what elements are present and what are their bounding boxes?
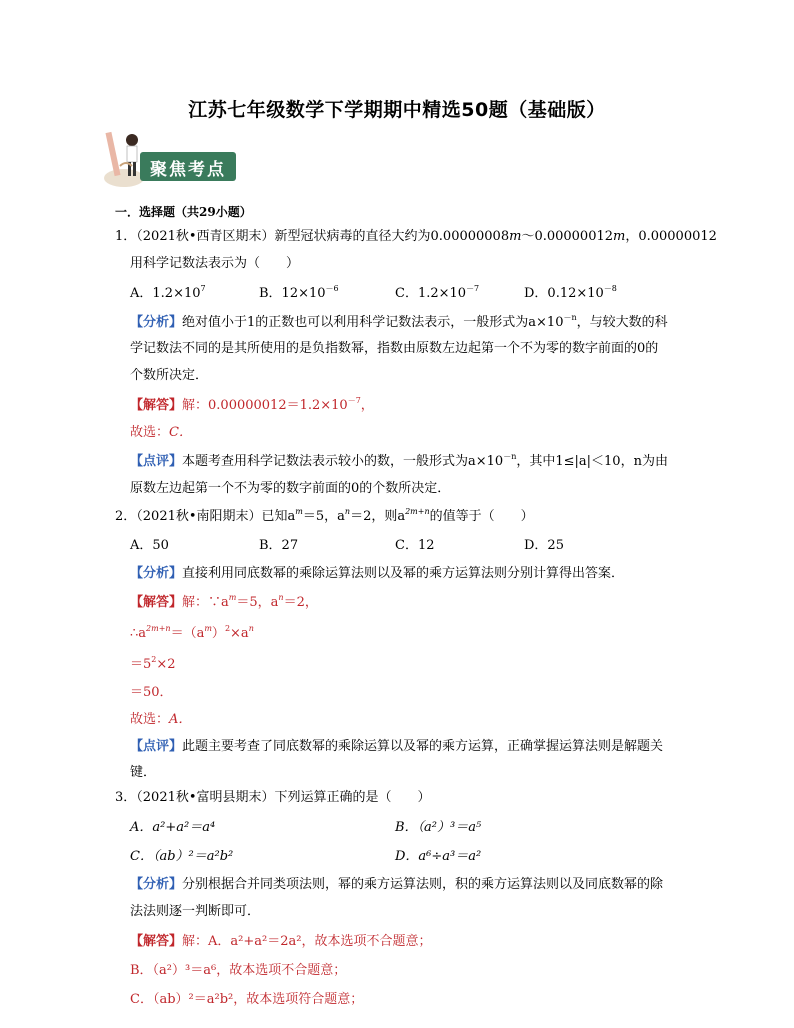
question-1-option-a: A．$1.2\times 10^7$ (130, 284, 206, 301)
question-3-option-c: C．（ab）²＝a²b² (130, 849, 234, 864)
question-3-solution-line2: B．（a²）³＝a⁶，故本选项不合题意； (130, 963, 347, 978)
question-1-analysis-line2: 学记数法不同的是其所使用的是负指数幂，指数由原数左边起第一个不为零的数字前面的0的 (130, 341, 659, 356)
badge-label: 聚焦考点 (150, 160, 226, 180)
question-1-solution: 【解答】解：$0.00000012=1.2\times 10^{-7}$， (130, 396, 374, 413)
question-3-solution-line3: C．（ab）²＝a²b²，故本选项符合题意； (130, 992, 364, 1007)
question-3-option-a: A．a²+a²＝a⁴ (130, 820, 216, 835)
question-1-option-b: B．$12\times 10^{-6}$ (259, 284, 339, 301)
section-heading: 一．选择题（共29小题） (115, 205, 252, 219)
question-2-step-1: $\therefore a^{2m+n}=(a^m)^2\times a^n$ (130, 624, 254, 641)
question-3-analysis: 【分析】分别根据合并同类项法则，幂的乘方运算法则，积的乘方运算法则以及同底数幂的除 (130, 877, 664, 892)
question-2-comment-line2: 键． (130, 765, 157, 780)
question-1-stem: 1．（2021秋•西青区期末）新型冠状病毒的直径大约为0.00000008m～0.00000012m，0.00000012 (115, 229, 717, 244)
question-1-answer: 故选：C． (130, 425, 192, 440)
question-1-analysis: 【分析】绝对值小于1的正数也可以利用科学记数法表示，一般形式为$a\times 10^{-n}$，与较大数的科 (130, 313, 668, 330)
question-2-option-d: D．25 (524, 538, 564, 553)
question-3-stem: 3．（2021秋•富明县期末）下列运算正确的是（ ） (115, 790, 431, 805)
question-2-answer: 故选：A． (130, 712, 192, 727)
question-2-option-a: A．50 (130, 538, 169, 553)
question-2-option-b: B．27 (259, 538, 299, 553)
question-3-option-d: D．a⁶÷a³＝a² (395, 849, 482, 864)
question-1-option-c: C．$1.2\times 10^{-7}$ (395, 284, 480, 301)
question-2-option-c: C．12 (395, 538, 435, 553)
question-1-comment-line2: 原数左边起第一个不为零的数字前面的0的个数所决定． (130, 481, 451, 496)
question-2-analysis: 【分析】直接利用同底数幂的乘除运算法则以及幂的乘方运算法则分别计算得出答案． (130, 566, 625, 581)
question-2-step-2: $=5^2\times 2$ (130, 655, 176, 672)
question-1-option-d: D．$0.12\times 10^{-8}$ (524, 284, 617, 301)
question-3-analysis-line2: 法法则逐一判断即可． (130, 904, 261, 919)
page-title: 江苏七年级数学下学期期中精选50题（基础版） (188, 99, 606, 121)
question-2-comment: 【点评】此题主要考查了同底数幂的乘除运算以及幂的乘方运算，正确掌握运算法则是解题关 (130, 739, 664, 754)
question-2-stem: 2．（2021秋•南阳期末）已知$a^m=5$，$a^n=2$，则$a^{2m+n}$的值等于（ ） (115, 507, 534, 524)
question-1-stem-line2: 用科学记数法表示为（ ） (130, 256, 300, 271)
question-2-solution: 【解答】解：$\because a^m=5$，$a^n=2$， (130, 593, 318, 610)
question-1-comment: 【点评】本题考查用科学记数法表示较小的数，一般形式为$a\times 10^{-n}$，其中1≤|a|＜10，n为由 (130, 452, 668, 469)
question-1-analysis-line3: 个数所决定． (130, 368, 209, 383)
question-2-step-3: ＝50． (130, 685, 173, 700)
question-3-option-b: B．（a²）³＝a⁵ (395, 820, 482, 835)
question-3-solution: 【解答】解：A．a²+a²＝2a²，故本选项不合题意； (130, 934, 432, 949)
